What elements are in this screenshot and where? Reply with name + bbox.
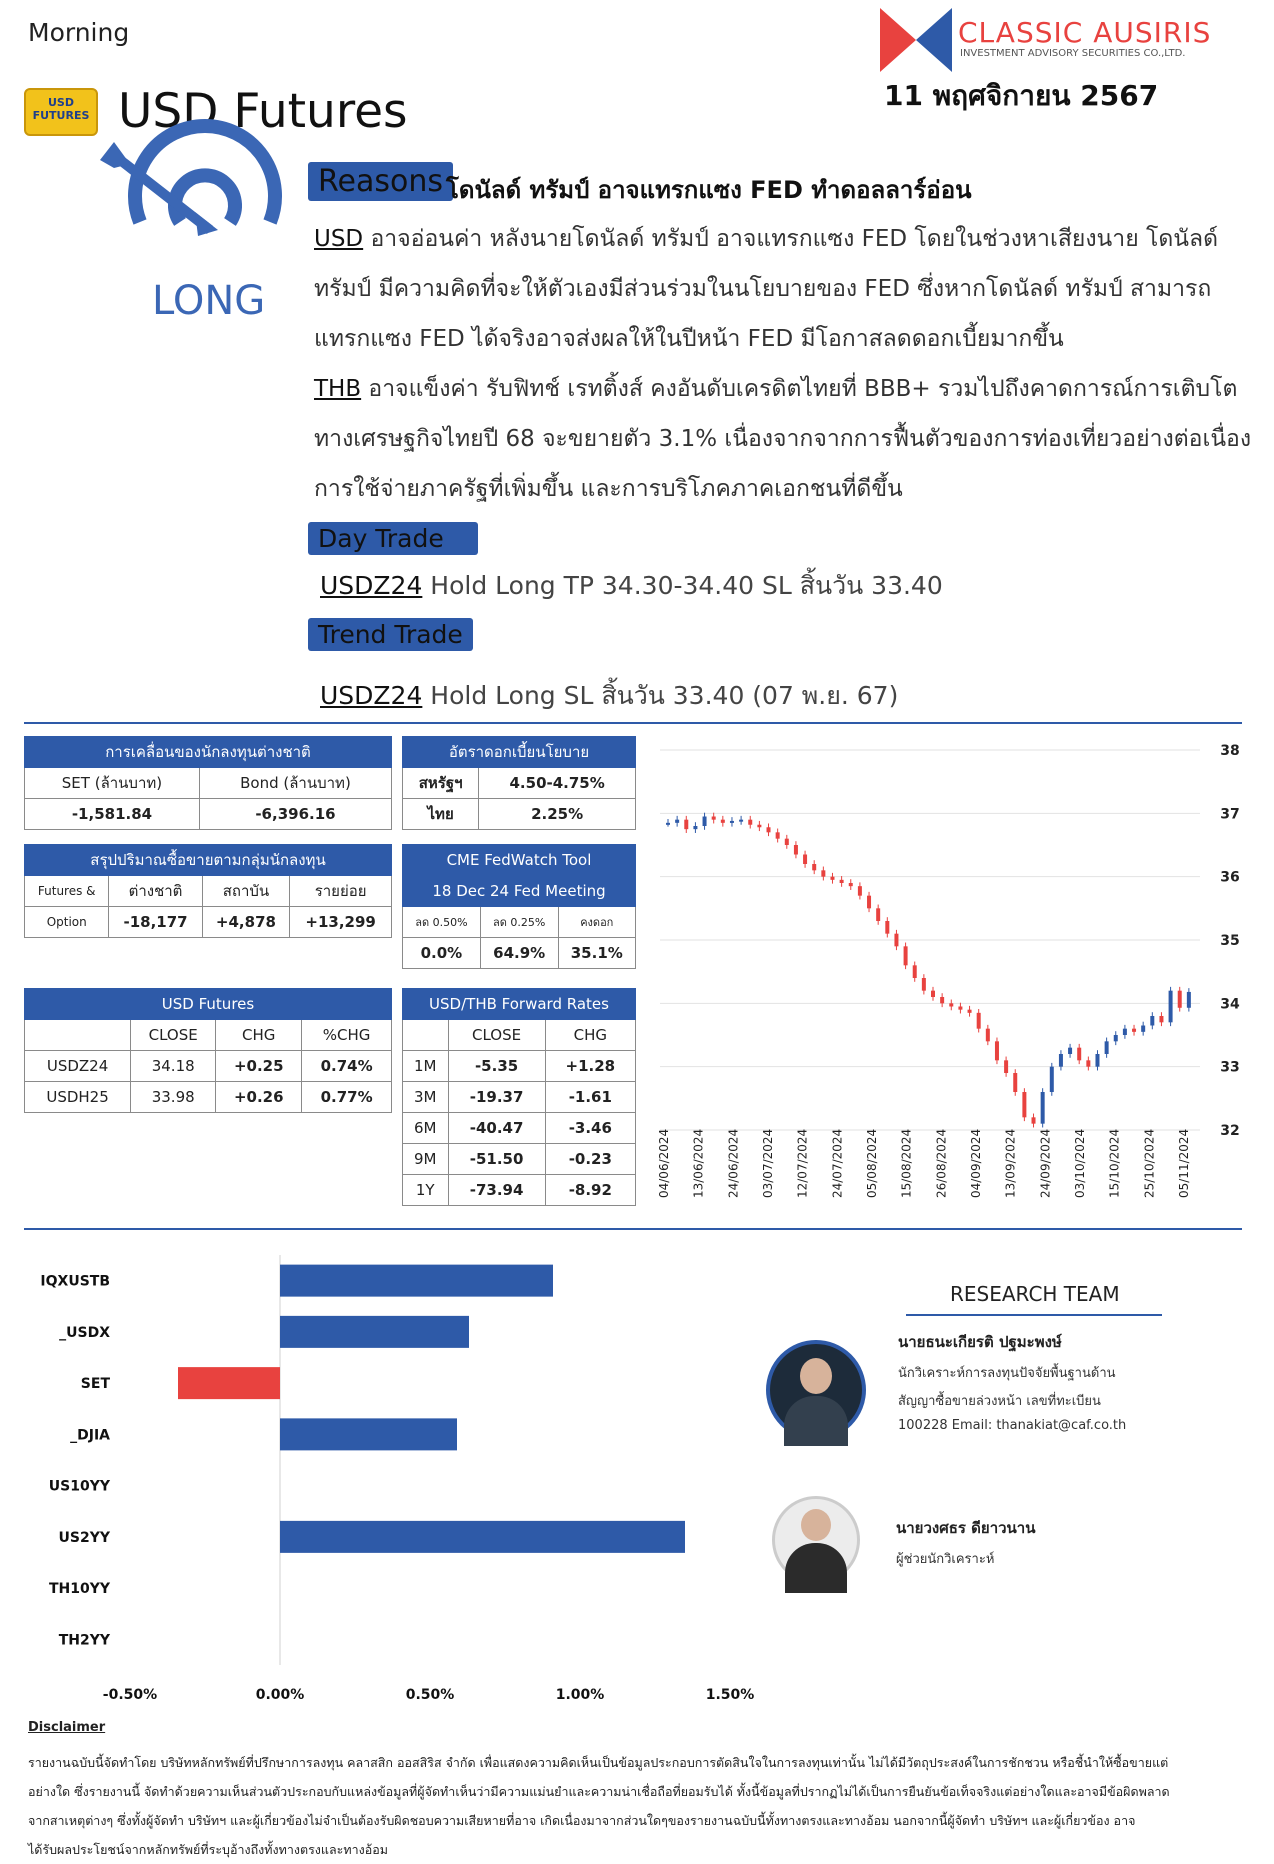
divider-middle: [24, 1228, 1242, 1230]
disclaimer-line: จากสาเหตุต่างๆ ซึ่งทั้งผู้จัดทำ บริษัทฯ และผู้เกี่ยวข้องไม่จำเป็นต้องรับผิดชอบความเสียหายที่อาจ เกิดเนื่องมาจากส่วนใดๆของรายงานฉบับนี้ทั้งทางตรงและทางอ้อม นอกจากนี้ผู้จัดทำ บริษัทฯ และผู้เกี่ยวข้อง อาจ: [28, 1813, 1136, 1828]
fedwatch-table: [402, 844, 636, 969]
edition-label: Morning: [28, 18, 130, 47]
candle: [904, 946, 908, 965]
table-row: [403, 1082, 636, 1113]
bar: [178, 1367, 280, 1399]
candle: [1022, 1092, 1026, 1117]
x-tick-label: 26/08/2024: [934, 1128, 949, 1198]
thb-paragraph: [314, 364, 1274, 514]
candle: [776, 832, 780, 838]
bar: [280, 1418, 457, 1450]
usd-paragraph: [314, 214, 1274, 364]
category-label: SET: [80, 1376, 110, 1393]
x-tick-label: -0.50%: [102, 1687, 158, 1703]
x-tick-label: 24/07/2024: [830, 1128, 845, 1198]
candle: [712, 817, 716, 820]
reasons-headline: โดนัลด์ ทรัมป์ อาจแทรกแซง FED ทำดอลลาร์อ่อน: [446, 176, 972, 204]
candle: [922, 978, 926, 991]
analyst1-contact: 100228 Email: thanakiat@caf.co.th: [898, 1418, 1127, 1433]
candle: [894, 934, 898, 947]
candle: [1105, 1041, 1109, 1054]
policy-rate-table: [402, 736, 636, 830]
usd-futures-col: [25, 1020, 131, 1051]
target-icon: [100, 142, 290, 272]
foreign-flow-value: -6,396.16: [199, 799, 391, 830]
candle: [1086, 1060, 1090, 1066]
research-title-underline: [906, 1314, 1162, 1316]
candle: [1141, 1026, 1145, 1032]
investor-value: +4,878: [202, 907, 290, 938]
x-tick-label: 1.00%: [555, 1687, 605, 1703]
investor-col: ต่างชาติ: [109, 876, 202, 907]
fedwatch-title: CME FedWatch Tool: [403, 845, 636, 876]
candle: [1114, 1035, 1118, 1041]
candle: [684, 820, 688, 830]
candle: [1187, 992, 1191, 1008]
usd-futures-cell: +0.26: [216, 1082, 302, 1113]
y-tick-label: 33: [1220, 1059, 1240, 1076]
divider-top: [24, 722, 1242, 724]
candle: [812, 864, 816, 870]
disclaimer-line: อย่างใด ซึ่งรายงานนี้ จัดทำด้วยความเห็นส่วนตัวประกอบกับแหล่งข้อมูลที่ผู้จัดทำเห็นว่ามีความแม่นยำและความน่าเชื่อถือที่ยอมรับได้ ทั้งนี้ข้อมูลที่ปรากฏไม่ได้เป็นการยืนยันข้อเท็จจริงแต่อย่างใดและอาจมีข้อผิดพลาด: [28, 1784, 1170, 1799]
forward-cell: +1.28: [545, 1051, 635, 1082]
candle: [803, 855, 807, 865]
policy-rate-country: ไทย: [403, 799, 479, 830]
x-tick-label: 13/06/2024: [691, 1128, 706, 1198]
candle: [721, 820, 725, 823]
candle: [785, 839, 789, 845]
table-row: [403, 1175, 636, 1206]
x-tick-label: 24/06/2024: [726, 1128, 741, 1198]
candle: [821, 870, 825, 876]
usd-futures-cell: 0.77%: [302, 1082, 392, 1113]
forward-cell: -8.92: [545, 1175, 635, 1206]
x-tick-label: 05/11/2024: [1177, 1128, 1191, 1198]
candle: [867, 896, 871, 909]
candle: [1059, 1054, 1063, 1067]
policy-rate-title: อัตราดอกเบี้ยนโยบาย: [403, 737, 636, 768]
candle: [949, 1003, 953, 1006]
forward-cell: -1.61: [545, 1082, 635, 1113]
category-label: US2YY: [58, 1529, 110, 1546]
page-title: USD Futures: [118, 84, 408, 139]
fedwatch-subtitle: 18 Dec 24 Fed Meeting: [403, 876, 636, 907]
x-tick-label: 04/09/2024: [969, 1128, 983, 1198]
brand-subtitle: INVESTMENT ADVISORY SECURITIES CO.,LTD.: [960, 48, 1186, 59]
candle: [995, 1041, 999, 1060]
analyst2-role: ผู้ช่วยนักวิเคราะห์: [896, 1552, 995, 1567]
forward-cell: -5.35: [448, 1051, 545, 1082]
usd-text: อาจอ่อนค่า หลังนายโดนัลด์ ทรัมป์ อาจแทรกแซง FED โดยในช่วงหาเสียงนาย โดนัลด์ ทรัมป์ มีความคิดที่จะให้ตัวเองมีส่วนร่วมในนโยบายของ FED ซึ่งหากโดนัลด์ ทรัมป์ สามารถแทรกแซง FED ได้จริงอาจส่งผลให้ในปีหน้า FED มีโอกาสลดดอกเบี้ยมากขึ้น: [314, 226, 1219, 352]
x-tick-label: 1.50%: [705, 1687, 755, 1703]
candle: [1068, 1048, 1072, 1054]
x-tick-label: 15/10/2024: [1107, 1128, 1122, 1198]
reasons-tag: Reasons: [308, 162, 453, 201]
fedwatch-col: ลด 0.50%: [403, 907, 481, 938]
x-tick-label: 03/07/2024: [761, 1128, 775, 1198]
table-row: [403, 1051, 636, 1082]
bar: [280, 1316, 469, 1348]
day-trade-line: [320, 566, 943, 606]
analyst2-name: นายวงศธร ดียาวนาน: [896, 1519, 1036, 1537]
foreign-flow-col: Bond (ล้านบาท): [199, 768, 391, 799]
usd-label: USD: [314, 226, 364, 252]
analyst1-role: สัญญาซื้อขายล่วงหน้า เลขที่ทะเบียน: [898, 1394, 1101, 1409]
candle: [739, 820, 743, 822]
report-date: 11 พฤศจิกายน 2567: [884, 79, 1159, 112]
candle: [1095, 1054, 1099, 1067]
usd-futures-col: CLOSE: [131, 1020, 216, 1051]
x-tick-label: 13/09/2024: [1003, 1128, 1018, 1198]
logo-text: USD FUTURES: [32, 96, 90, 122]
candle: [830, 877, 834, 880]
category-label: _DJIA: [70, 1427, 110, 1444]
avatar: [766, 1340, 866, 1440]
fedwatch-value: 0.0%: [403, 938, 481, 969]
forward-col: [403, 1020, 449, 1051]
candle: [794, 845, 798, 855]
x-tick-label: 25/10/2024: [1142, 1128, 1157, 1198]
day-trade-tag: Day Trade: [308, 522, 478, 555]
candle: [730, 821, 734, 823]
investor-value: +13,299: [290, 907, 392, 938]
forward-cell: -3.46: [545, 1113, 635, 1144]
fedwatch-value: 35.1%: [558, 938, 635, 969]
investor-row-label: Option: [25, 907, 109, 938]
candle: [757, 825, 761, 828]
category-label: TH2YY: [58, 1632, 110, 1649]
candle: [1150, 1016, 1154, 1026]
foreign-flow-value: -1,581.84: [25, 799, 200, 830]
fedwatch-col: คงดอก: [558, 907, 635, 938]
forward-rates-title: USD/THB Forward Rates: [403, 989, 636, 1020]
forward-cell: -40.47: [448, 1113, 545, 1144]
candle: [986, 1029, 990, 1042]
usd-futures-cell: +0.25: [216, 1051, 302, 1082]
candle: [840, 880, 844, 883]
fedwatch-value: 64.9%: [480, 938, 558, 969]
x-tick-label: 0.50%: [405, 1687, 455, 1703]
forward-cell: 3M: [403, 1082, 449, 1113]
category-label: US10YY: [48, 1478, 110, 1495]
category-label: IQXUSTB: [40, 1273, 110, 1290]
table-row: [403, 1144, 636, 1175]
forward-cell: 1Y: [403, 1175, 449, 1206]
candle: [1041, 1092, 1045, 1124]
policy-rate-value: 4.50-4.75%: [479, 768, 636, 799]
disclaimer-title: Disclaimer: [28, 1720, 106, 1735]
disclaimer-line: รายงานฉบับนี้จัดทำโดย บริษัทหลักทรัพย์ที่ปรึกษาการลงทุน คลาสสิก ออสสิริส จำกัด เพื่อแสดงความคิดเห็นเป็นข้อมูลประกอบการตัดสินใจในการลงทุนเท่านั้น ไม่ได้มีวัตถุประสงค์ในการชักชวน หรือชี้นำให้ซื้อขายแต่: [28, 1755, 1169, 1770]
candle: [675, 820, 679, 823]
thb-label: THB: [314, 376, 362, 402]
candle: [1032, 1117, 1036, 1123]
bar: [280, 1521, 685, 1553]
fedwatch-col: ลด 0.25%: [480, 907, 558, 938]
forward-cell: 9M: [403, 1144, 449, 1175]
forward-cell: -73.94: [448, 1175, 545, 1206]
usd-futures-cell: USDZ24: [25, 1051, 131, 1082]
candle: [885, 921, 889, 934]
y-tick-label: 37: [1220, 806, 1240, 823]
table-row: [25, 1082, 392, 1113]
forward-cell: -19.37: [448, 1082, 545, 1113]
candle: [1169, 991, 1173, 1023]
avatar: [772, 1496, 860, 1584]
trend-trade-contract: USDZ24: [320, 681, 423, 710]
y-tick-label: 35: [1220, 933, 1240, 949]
investor-row-label: Futures &: [25, 876, 109, 907]
usd-futures-table: [24, 988, 392, 1113]
disclaimer-line: ได้รับผลประโยชน์จากหลักทรัพย์ที่ระบุอ้างถึงทั้งทางตรงและทางอ้อม: [28, 1842, 388, 1857]
position-label: LONG: [152, 278, 266, 324]
candle: [858, 886, 862, 896]
candle: [748, 820, 752, 825]
usd-futures-title: USD Futures: [25, 989, 392, 1020]
forward-cell: 6M: [403, 1113, 449, 1144]
x-tick-label: 03/10/2024: [1073, 1128, 1087, 1198]
analyst1-name: นายธนะเกียรติ ปฐมะพงษ์: [898, 1333, 1062, 1351]
candle: [1013, 1073, 1017, 1092]
forward-cell: -0.23: [545, 1144, 635, 1175]
bar: [280, 1265, 553, 1297]
usd-futures-candlestick-chart: [650, 730, 1250, 1230]
table-row: [25, 1051, 392, 1082]
candle: [703, 817, 707, 827]
investor-col: รายย่อย: [290, 876, 392, 907]
x-tick-label: 0.00%: [255, 1687, 305, 1703]
research-team-title: RESEARCH TEAM: [950, 1282, 1120, 1306]
x-tick-label: 15/08/2024: [899, 1128, 914, 1198]
usd-futures-col: %CHG: [302, 1020, 392, 1051]
candle: [1132, 1029, 1136, 1032]
candle: [1178, 991, 1182, 1008]
category-label: TH10YY: [48, 1581, 110, 1598]
x-tick-label: 05/08/2024: [865, 1128, 879, 1198]
y-tick-label: 36: [1220, 869, 1240, 886]
usd-futures-cell: 33.98: [131, 1082, 216, 1113]
usd-futures-logo: [24, 88, 98, 136]
candle: [767, 827, 771, 832]
x-tick-label: 04/06/2024: [657, 1128, 671, 1198]
thb-text: อาจแข็งค่า รับฟิทช์ เรทติ้งส์ คงอันดับเครดิตไทยที่ BBB+ รวมไปถึงคาดการณ์การเติบโตทางเศรษฐกิจไทยปี 68 จะขยายตัว 3.1% เนื่องจากจากการฟื้นตัวของการท่องเที่ยวอย่างต่อเนื่อง การใช้จ่ายภาครัฐที่เพิ่มขึ้น และการบริโภคภาคเอกชนที่ดีขึ้น: [314, 376, 1252, 502]
day-trade-contract: USDZ24: [320, 571, 423, 600]
investor-summary-title: สรุปปริมาณซื้อขายตามกลุ่มนักลงทุน: [25, 845, 392, 876]
candle: [1159, 1016, 1163, 1022]
candle: [876, 908, 880, 921]
candle: [849, 883, 853, 886]
foreign-flow-col: SET (ล้านบาท): [25, 768, 200, 799]
candle: [1123, 1029, 1127, 1035]
y-tick-label: 38: [1220, 743, 1240, 759]
trend-trade-line: [320, 676, 898, 716]
usd-futures-col: CHG: [216, 1020, 302, 1051]
investor-summary-table: [24, 844, 392, 938]
usd-futures-cell: USDH25: [25, 1082, 131, 1113]
analyst1-role: นักวิเคราะห์การลงทุนปัจจัยพื้นฐานด้าน: [898, 1366, 1116, 1381]
investor-col: สถาบัน: [202, 876, 290, 907]
candle: [913, 965, 917, 978]
candle: [1004, 1060, 1008, 1073]
x-tick-label: 12/07/2024: [795, 1128, 810, 1198]
brand-logo-icon: [880, 8, 952, 72]
usd-futures-cell: 0.74%: [302, 1051, 392, 1082]
forward-col: CLOSE: [448, 1020, 545, 1051]
category-label: _USDX: [59, 1324, 110, 1341]
market-change-bar-chart: [20, 1245, 755, 1715]
candle: [940, 997, 944, 1003]
forward-col: CHG: [545, 1020, 635, 1051]
investor-value: -18,177: [109, 907, 202, 938]
brand-name: CLASSIC AUSIRIS: [958, 16, 1212, 49]
policy-rate-country: สหรัฐฯ: [403, 768, 479, 799]
forward-cell: 1M: [403, 1051, 449, 1082]
trend-trade-text: Hold Long SL สิ้นวัน 33.40 (07 พ.ย. 67): [422, 681, 899, 710]
candle: [977, 1013, 981, 1029]
forward-rates-table: [402, 988, 636, 1206]
candle: [1077, 1048, 1081, 1061]
usd-futures-cell: 34.18: [131, 1051, 216, 1082]
candle: [1050, 1067, 1054, 1092]
candle: [693, 826, 697, 829]
x-tick-label: 24/09/2024: [1038, 1128, 1053, 1198]
trend-trade-tag: Trend Trade: [308, 618, 473, 651]
y-tick-label: 34: [1220, 996, 1240, 1013]
foreign-flow-table: [24, 736, 392, 830]
candle: [931, 991, 935, 997]
policy-rate-value: 2.25%: [479, 799, 636, 830]
foreign-flow-title: การเคลื่อนของนักลงทุนต่างชาติ: [25, 737, 392, 768]
candle: [958, 1007, 962, 1010]
table-row: [403, 1113, 636, 1144]
forward-cell: -51.50: [448, 1144, 545, 1175]
day-trade-text: Hold Long TP 34.30-34.40 SL สิ้นวัน 33.40: [422, 571, 943, 600]
y-tick-label: 32: [1220, 1123, 1240, 1139]
candle: [666, 823, 670, 825]
candle: [968, 1010, 972, 1013]
